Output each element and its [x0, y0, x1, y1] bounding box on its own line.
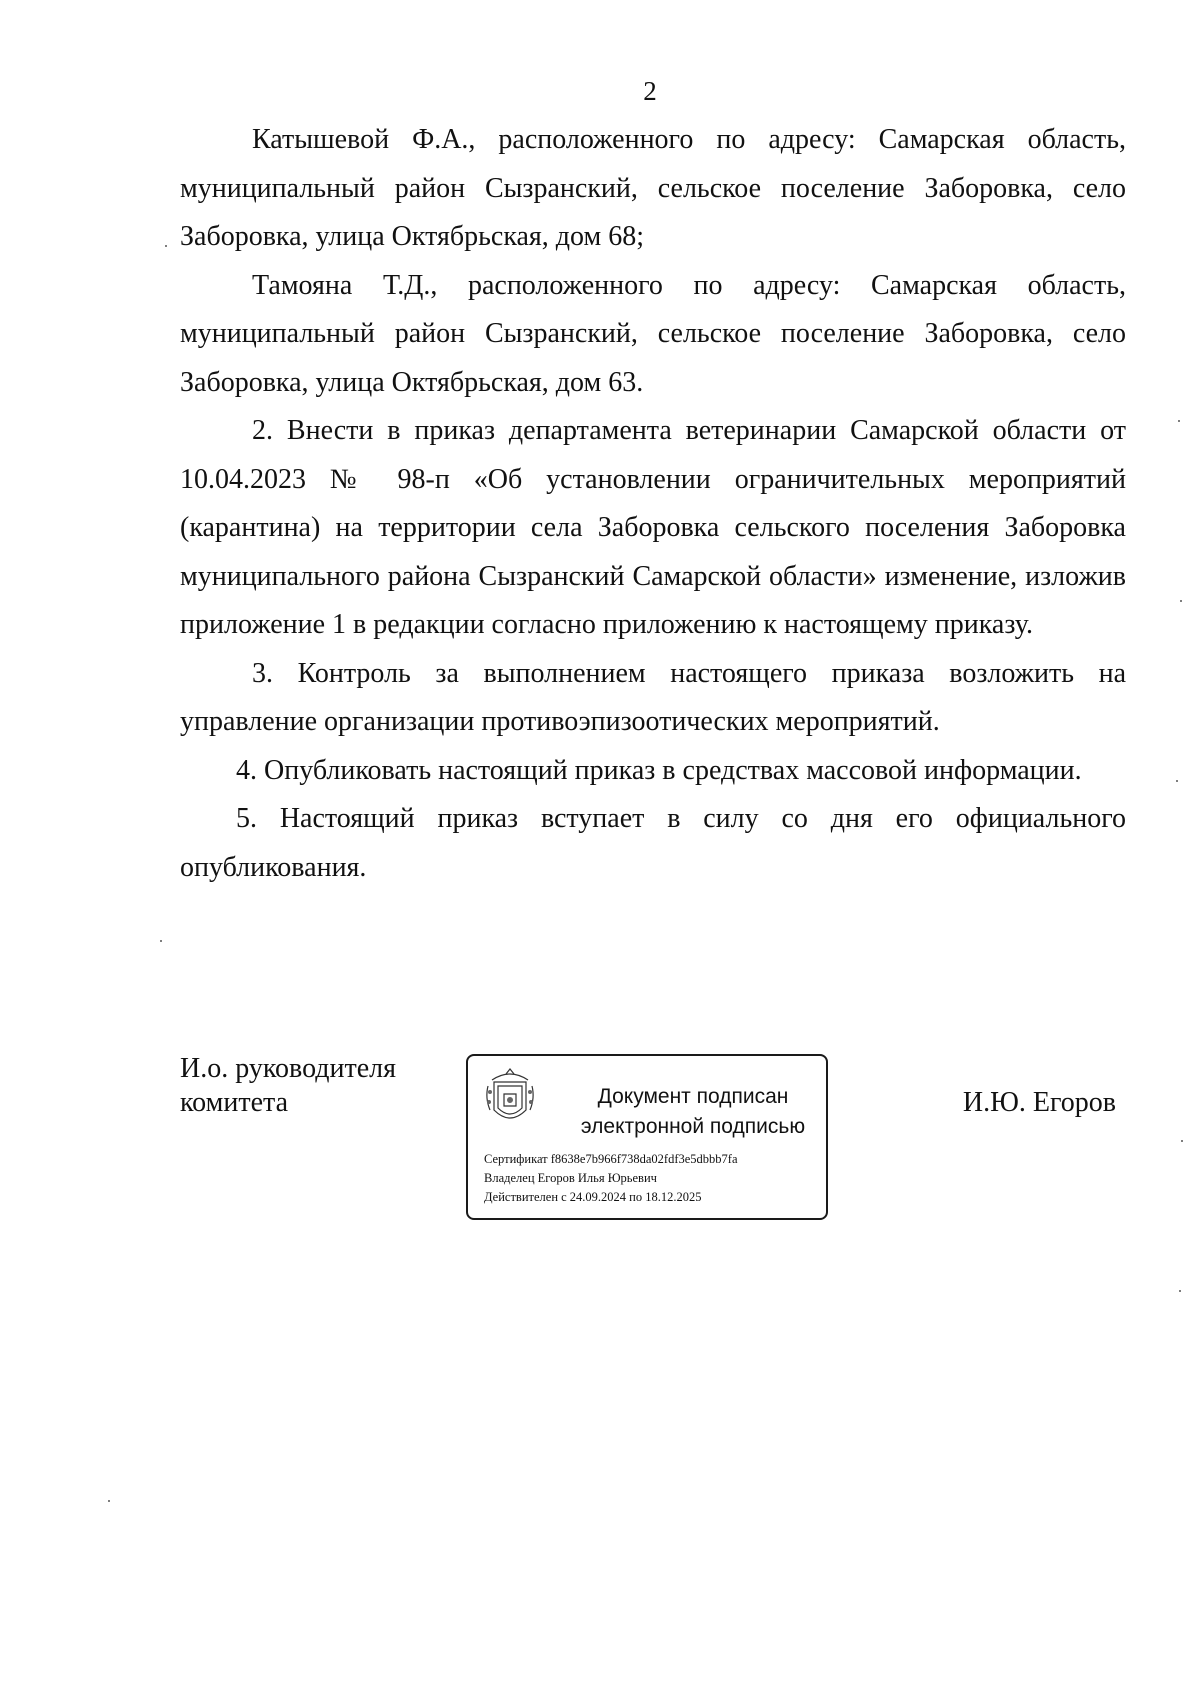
- page-number: 2: [643, 76, 657, 106]
- coat-of-arms-icon: [484, 1066, 536, 1128]
- paragraph-item-3: 3. Контроль за выполнением настоящего приказа возложить на управление организации противоэпизоотических мероприятий.: [180, 657, 1126, 737]
- scan-speck: [1181, 1140, 1183, 1142]
- stamp-details: [484, 1150, 738, 1207]
- scan-speck: [108, 1500, 110, 1502]
- paragraph-katysheva: Катышевой Ф.А., расположенного по адресу: Самарская область, муниципальный район Сызранский, сельское поселение Заборовка, село Заборовка, улица Октябрьская, дом 68;: [180, 124, 1126, 252]
- signer-name: И.Ю. Егоров: [962, 1087, 1116, 1118]
- stamp-heading-line2: электронной подписью: [580, 1115, 806, 1138]
- scan-speck: [165, 245, 167, 247]
- stamp-heading: [568, 1082, 818, 1142]
- electronic-signature-stamp: [466, 1054, 828, 1220]
- document-body: [180, 116, 1126, 892]
- stamp-certificate: Сертификат f8638e7b966f738da02fdf3e5dbbb7fa: [484, 1152, 738, 1166]
- scan-speck: [160, 940, 162, 942]
- signature-block: [180, 1052, 1126, 1232]
- scan-speck: [1176, 780, 1178, 782]
- stamp-heading-line1: Документ подписан: [597, 1085, 789, 1108]
- paragraph-item-2: 2. Внести в приказ департамента ветеринарии Самарской области от 10.04.2023 № 98-п «Об установлении ограничительных мероприятий (карантина) на территории села Заборовка сельского поселения Заборовка муниципального района Сызранский Самарской области» изменение, изложив приложение 1 в редакции согласно приложению к настоящему приказу.: [180, 415, 1126, 640]
- stamp-owner: Владелец Егоров Илья Юрьевич: [484, 1171, 657, 1185]
- paragraph-item-5: 5. Настоящий приказ вступает в силу со дня его официального опубликования.: [180, 803, 1126, 883]
- paragraph-item-4: 4. Опубликовать настоящий приказ в средствах массовой информации.: [236, 754, 1082, 786]
- scan-speck: [1179, 1290, 1181, 1292]
- scan-speck: [1178, 420, 1180, 422]
- stamp-validity: Действителен с 24.09.2024 по 18.12.2025: [484, 1190, 702, 1204]
- scan-speck: [1180, 600, 1182, 602]
- paragraph-tamoyan: Тамояна Т.Д., расположенного по адресу: Самарская область, муниципальный район Сызранский, сельское поселение Заборовка, село Заборовка, улица Октябрьская, дом 63.: [180, 269, 1126, 398]
- signer-position: И.о. руководителя комитета: [180, 1053, 397, 1118]
